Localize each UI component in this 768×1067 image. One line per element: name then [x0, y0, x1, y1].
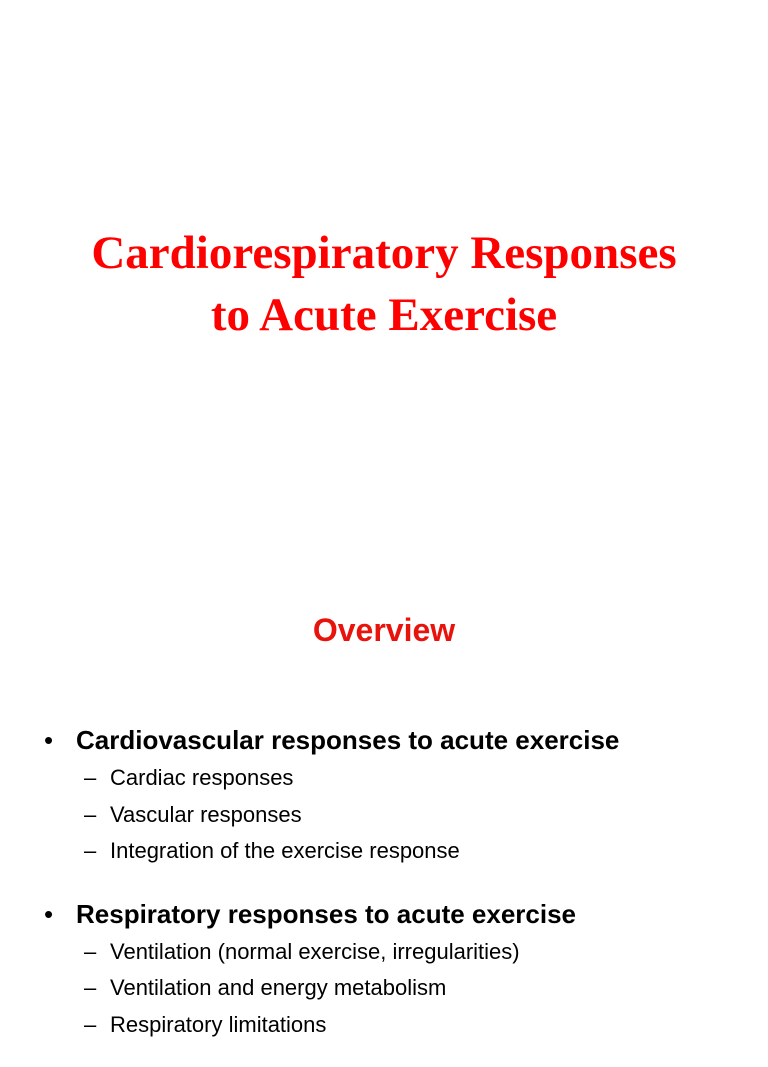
- sub-item-label: Ventilation and energy metabolism: [110, 975, 447, 1000]
- bullet-list: [0, 720, 768, 1067]
- bullet-icon: •: [44, 725, 54, 755]
- slide-title: [0, 222, 768, 346]
- bullet-respiratory: [0, 894, 768, 1044]
- sub-item-label: Vascular responses: [110, 801, 302, 827]
- sub-item: [76, 1007, 768, 1044]
- sub-item-label: Cardiac responses: [110, 765, 294, 790]
- bullet-icon: •: [44, 898, 54, 929]
- dash-icon: –: [84, 975, 97, 1000]
- sub-list: [76, 760, 768, 870]
- dash-icon: –: [84, 765, 97, 790]
- sub-item: [76, 833, 768, 870]
- dash-icon: –: [84, 938, 97, 964]
- dash-icon: –: [84, 801, 97, 827]
- slide-title-line-1: Cardiorespiratory Responses: [91, 227, 677, 279]
- slide-title-line-2: to Acute Exercise: [210, 289, 558, 341]
- sub-item: [76, 970, 768, 1007]
- sub-item-label: Ventilation (normal exercise, irregularities): [110, 938, 520, 964]
- bullet-label: Respiratory responses to acute exercise: [76, 898, 577, 929]
- sub-item-label: Respiratory limitations: [110, 1011, 327, 1037]
- dash-icon: –: [84, 1011, 97, 1037]
- sub-item: [76, 760, 768, 797]
- overview-heading: Overview: [312, 612, 456, 648]
- sub-item-label: Integration of the exercise response: [110, 838, 460, 863]
- sub-list: [76, 934, 768, 1044]
- dash-icon: –: [84, 838, 97, 863]
- sub-item: [76, 934, 768, 971]
- bullet-cardiovascular: [0, 720, 768, 870]
- bullet-label: Cardiovascular responses to acute exercise: [76, 725, 620, 755]
- sub-item: [76, 797, 768, 834]
